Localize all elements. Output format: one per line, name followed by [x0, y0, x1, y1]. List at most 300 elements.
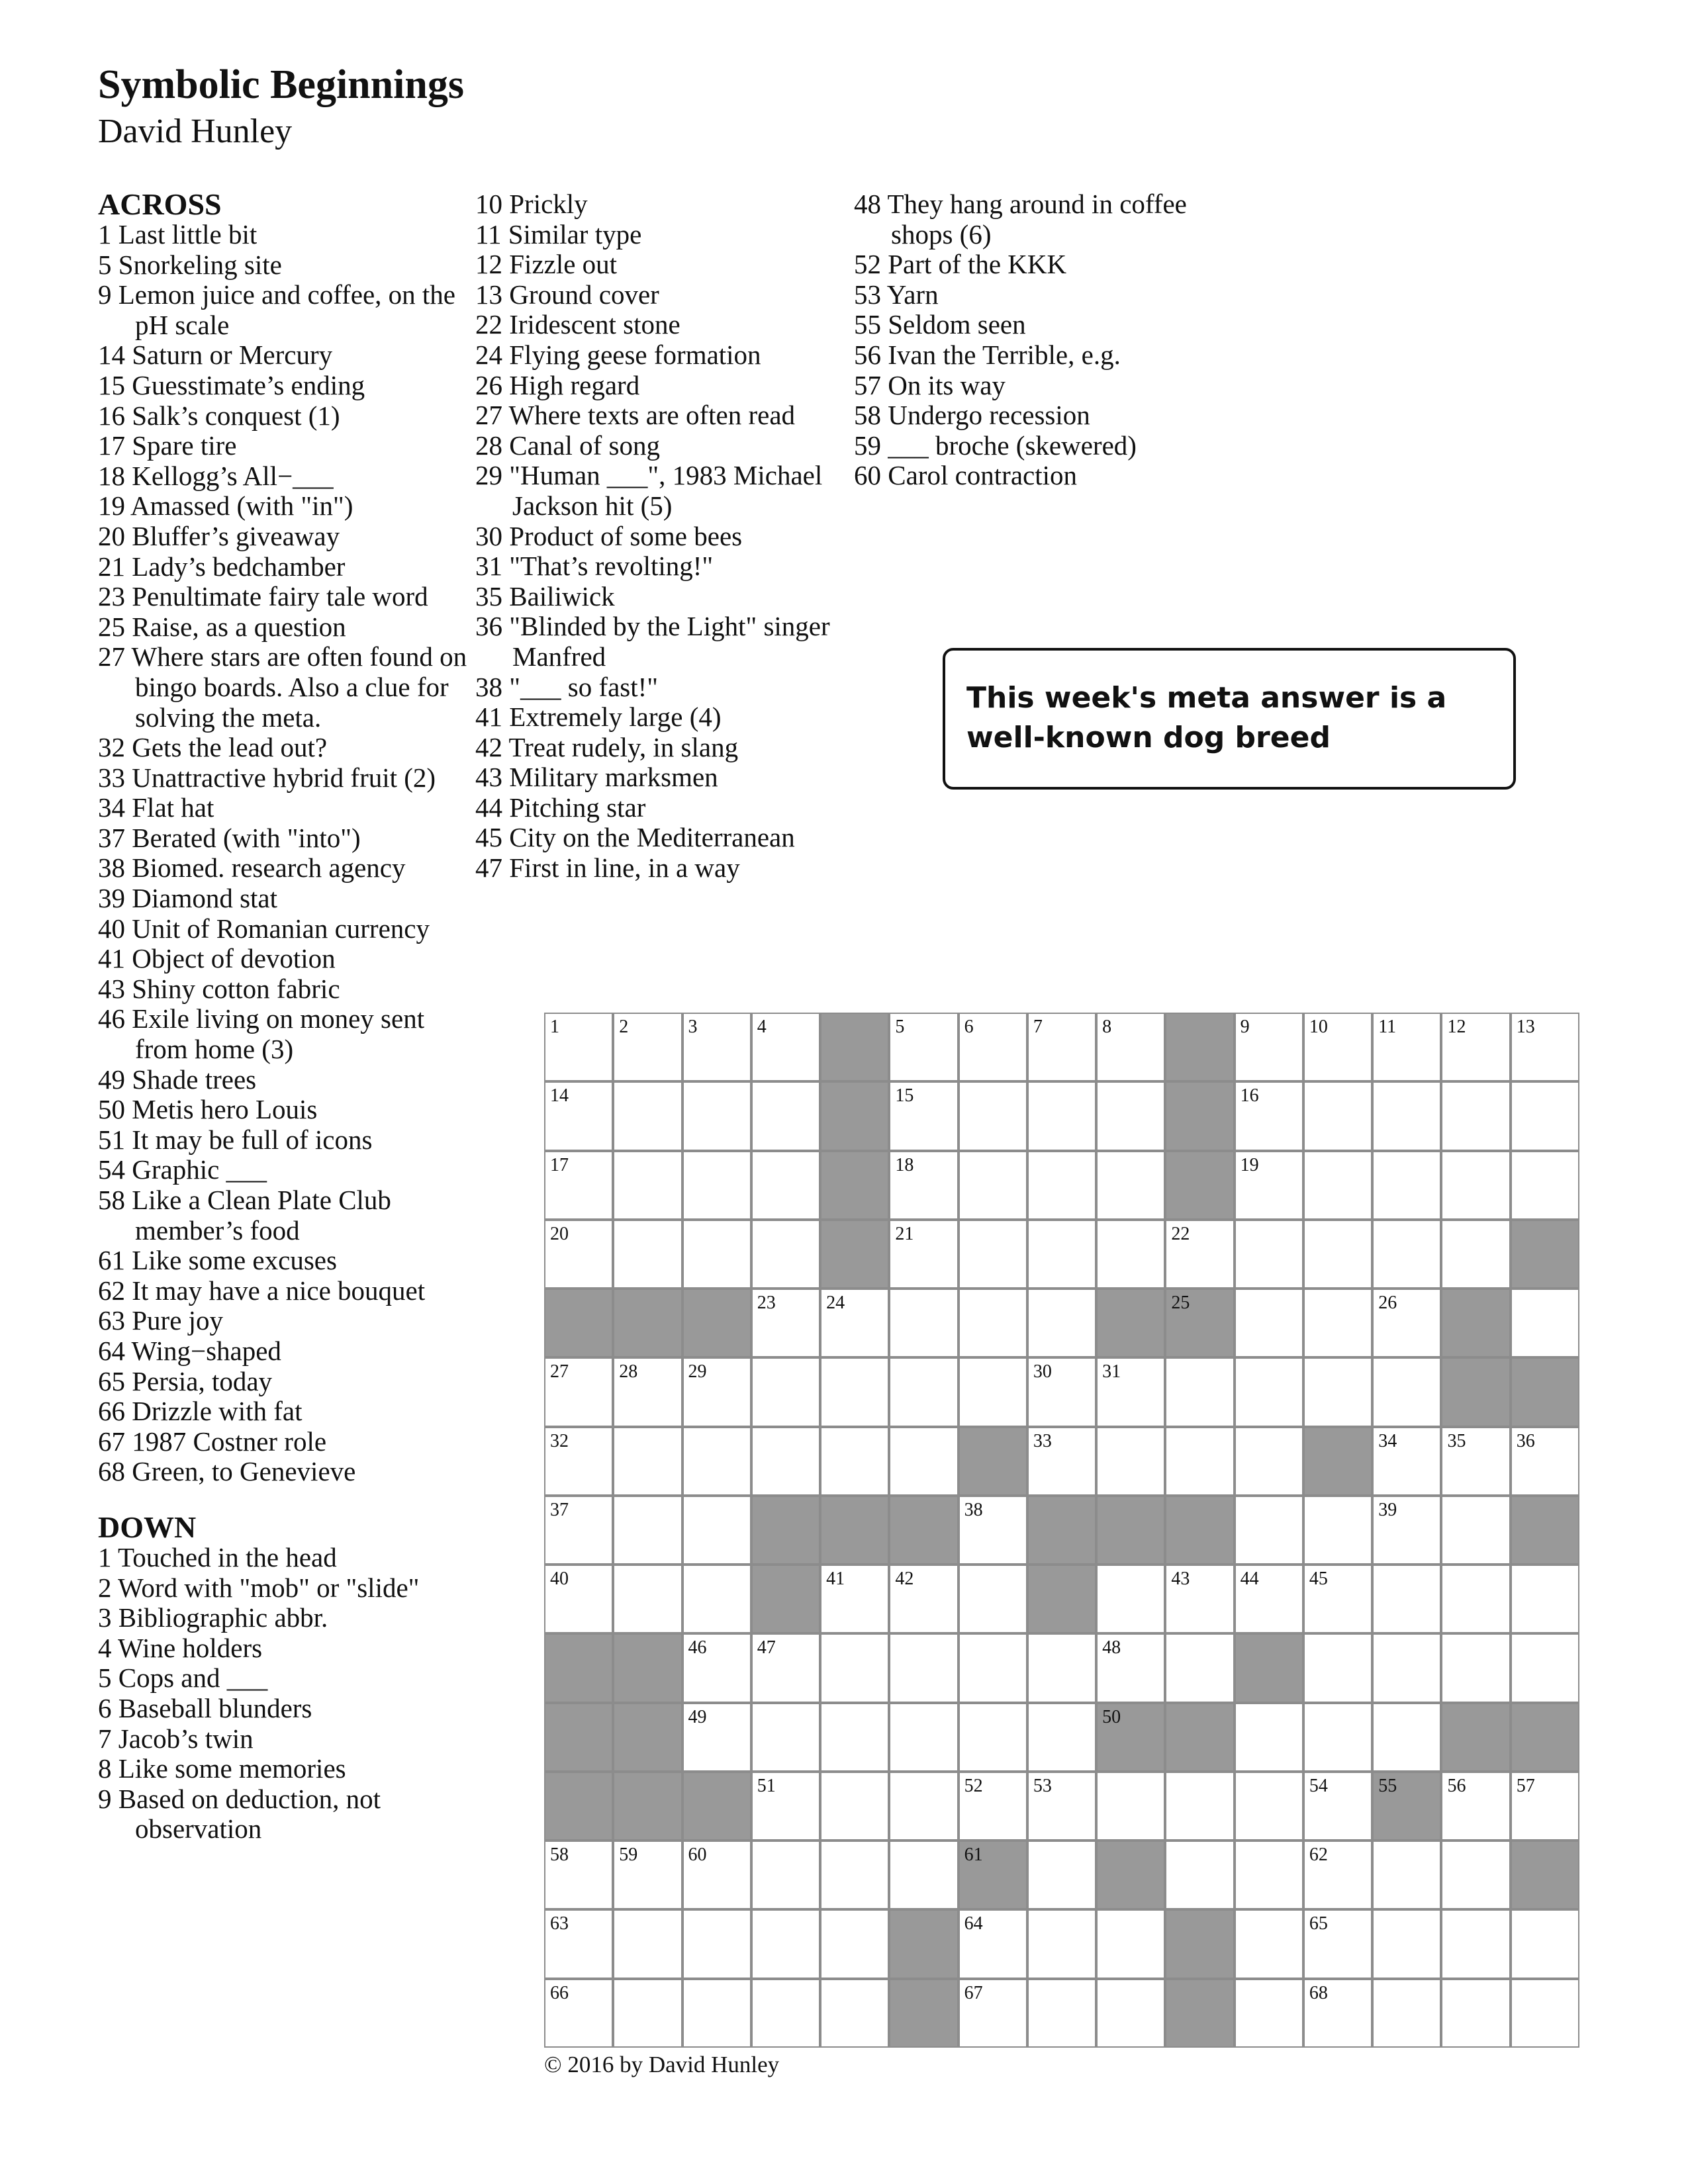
across-clue-46[interactable]: 46 Exile living on money sent from home (3)	[98, 1003, 425, 1065]
grid-block	[1027, 1565, 1096, 1633]
cell-number: 22	[1171, 1223, 1190, 1244]
grid-cell[interactable]	[1235, 1220, 1303, 1289]
grid-cell[interactable]	[1027, 1772, 1096, 1841]
grid-cell[interactable]	[889, 1013, 958, 1081]
cell-number: 40	[550, 1569, 569, 1590]
down-clue-9[interactable]: 9 Based on deduction, not observation	[98, 1783, 381, 1844]
grid-cell[interactable]	[751, 1013, 820, 1081]
cell-number: 53	[1033, 1775, 1052, 1796]
grid-cell[interactable]	[544, 1496, 613, 1565]
grid-cell[interactable]	[751, 1151, 820, 1220]
grid-cell[interactable]	[682, 1496, 751, 1565]
grid-cell[interactable]	[751, 1427, 820, 1496]
grid-cell[interactable]	[682, 1841, 751, 1909]
grid-cell[interactable]	[1165, 1357, 1234, 1426]
across-clue-40[interactable]: 40 Unit of Romanian currency	[98, 913, 430, 944]
grid-cell[interactable]	[1441, 1151, 1510, 1220]
cell-number: 33	[1033, 1430, 1052, 1451]
grid-cell[interactable]	[1096, 1151, 1165, 1220]
grid-cell[interactable]	[1165, 1841, 1234, 1909]
grid-cell[interactable]	[1303, 1013, 1372, 1081]
grid-cell[interactable]	[1441, 1633, 1510, 1702]
grid-cell[interactable]	[959, 1979, 1027, 2048]
grid-cell[interactable]	[820, 1703, 889, 1772]
grid-block	[1165, 1703, 1234, 1772]
grid-cell[interactable]	[751, 1289, 820, 1357]
grid-cell[interactable]	[751, 1979, 820, 2048]
grid-cell[interactable]	[889, 1565, 958, 1633]
down-clue-36[interactable]: 36 "Blinded by the Light" singer Manfred	[475, 611, 830, 672]
grid-cell[interactable]	[889, 1633, 958, 1702]
grid-cell[interactable]	[959, 1703, 1027, 1772]
grid-cell[interactable]	[1303, 1151, 1372, 1220]
grid-cell[interactable]	[1027, 1289, 1096, 1357]
across-clue-25[interactable]: 25 Raise, as a question	[98, 611, 346, 642]
grid-cell[interactable]	[613, 1565, 682, 1633]
grid-cell[interactable]	[544, 1979, 613, 2048]
grid-cell[interactable]	[820, 1565, 889, 1633]
grid-cell[interactable]	[889, 1772, 958, 1841]
grid-cell[interactable]	[1511, 1565, 1579, 1633]
down-clue-28[interactable]: 28 Canal of song	[475, 430, 660, 461]
grid-cell[interactable]	[1235, 1565, 1303, 1633]
grid-block	[1511, 1220, 1579, 1289]
grid-cell[interactable]	[613, 1220, 682, 1289]
cell-number: 38	[964, 1499, 983, 1520]
cell-number: 63	[550, 1913, 569, 1934]
grid-cell[interactable]	[1303, 1081, 1372, 1150]
grid-cell[interactable]	[1303, 1565, 1372, 1633]
crossword-grid[interactable]	[544, 1013, 1579, 2048]
grid-cell[interactable]	[1511, 1427, 1579, 1496]
grid-cell[interactable]	[1096, 1633, 1165, 1702]
down-heading: DOWN	[98, 1510, 197, 1544]
grid-block	[613, 1772, 682, 1841]
cell-number: 15	[895, 1085, 914, 1107]
grid-cell[interactable]	[544, 1081, 613, 1150]
grid-cell[interactable]	[613, 1013, 682, 1081]
grid-cell[interactable]	[1096, 1427, 1165, 1496]
grid-cell[interactable]	[1372, 1703, 1441, 1772]
grid-cell[interactable]	[682, 1220, 751, 1289]
grid-cell[interactable]	[1511, 1909, 1579, 1978]
across-clue-41[interactable]: 41 Object of devotion	[98, 943, 336, 974]
grid-cell[interactable]	[1372, 1357, 1441, 1426]
grid-cell[interactable]	[1235, 1357, 1303, 1426]
grid-cell[interactable]	[1372, 1909, 1441, 1978]
grid-cell[interactable]	[959, 1633, 1027, 1702]
grid-cell[interactable]	[682, 1979, 751, 2048]
grid-cell[interactable]	[544, 1427, 613, 1496]
grid-cell[interactable]	[682, 1081, 751, 1150]
grid-cell[interactable]	[1511, 1151, 1579, 1220]
grid-block	[1165, 1289, 1234, 1357]
grid-cell[interactable]	[1441, 1909, 1510, 1978]
grid-cell[interactable]	[613, 1496, 682, 1565]
across-clue-14[interactable]: 14 Saturn or Mercury	[98, 340, 333, 371]
grid-cell[interactable]	[959, 1013, 1027, 1081]
grid-cell[interactable]	[820, 1909, 889, 1978]
grid-cell[interactable]	[1096, 1013, 1165, 1081]
grid-cell[interactable]	[1235, 1703, 1303, 1772]
grid-cell[interactable]	[1372, 1979, 1441, 2048]
down-clue-12[interactable]: 12 Fizzle out	[475, 249, 618, 280]
down-clue-29[interactable]: 29 "Human ___", 1983 Michael Jackson hit (5)	[475, 460, 823, 521]
grid-cell[interactable]	[1027, 1427, 1096, 1496]
down-clue-13[interactable]: 13 Ground cover	[475, 279, 659, 310]
grid-cell[interactable]	[1027, 1703, 1096, 1772]
grid-cell[interactable]	[820, 1357, 889, 1426]
across-clue-39[interactable]: 39 Diamond stat	[98, 883, 278, 914]
grid-cell[interactable]	[1303, 1289, 1372, 1357]
grid-cell[interactable]	[1235, 1081, 1303, 1150]
grid-cell[interactable]	[959, 1909, 1027, 1978]
down-clue-44[interactable]: 44 Pitching star	[475, 792, 646, 823]
grid-cell[interactable]	[1235, 1979, 1303, 2048]
grid-cell[interactable]	[1303, 1841, 1372, 1909]
grid-cell[interactable]	[959, 1357, 1027, 1426]
grid-cell[interactable]	[1027, 1081, 1096, 1150]
down-clue-5[interactable]: 5 Cops and ___	[98, 1662, 268, 1694]
grid-cell[interactable]	[889, 1357, 958, 1426]
grid-cell[interactable]	[1441, 1496, 1510, 1565]
grid-cell[interactable]	[1096, 1220, 1165, 1289]
grid-cell[interactable]	[1027, 1013, 1096, 1081]
across-clue-38[interactable]: 38 Biomed. research agency	[98, 852, 406, 884]
grid-cell[interactable]	[1372, 1427, 1441, 1496]
down-clue-6[interactable]: 6 Baseball blunders	[98, 1692, 312, 1723]
clue-column-3	[854, 189, 1225, 491]
grid-cell[interactable]	[1303, 1909, 1372, 1978]
cell-number: 34	[1378, 1430, 1397, 1451]
across-clue-50[interactable]: 50 Metis hero Louis	[98, 1094, 318, 1125]
grid-cell[interactable]	[959, 1151, 1027, 1220]
down-clue-56[interactable]: 56 Ivan the Terrible, e.g.	[854, 339, 1121, 370]
grid-cell[interactable]	[1096, 1772, 1165, 1841]
grid-cell[interactable]	[1372, 1220, 1441, 1289]
grid-cell[interactable]	[1027, 1841, 1096, 1909]
grid-cell[interactable]	[959, 1496, 1027, 1565]
grid-cell[interactable]	[613, 1427, 682, 1496]
grid-cell[interactable]	[544, 1841, 613, 1909]
across-clue-34[interactable]: 34 Flat hat	[98, 792, 214, 823]
down-clue-48[interactable]: 48 They hang around in coffee shops (6)	[854, 189, 1187, 250]
cell-number: 24	[826, 1293, 845, 1314]
across-clue-65[interactable]: 65 Persia, today	[98, 1365, 273, 1396]
grid-cell[interactable]	[751, 1909, 820, 1978]
grid-cell[interactable]	[1235, 1013, 1303, 1081]
grid-cell[interactable]	[1303, 1220, 1372, 1289]
grid-cell[interactable]	[1235, 1496, 1303, 1565]
down-clue-24[interactable]: 24 Flying geese formation	[475, 339, 761, 370]
grid-cell[interactable]	[682, 1565, 751, 1633]
grid-cell[interactable]	[1441, 1565, 1510, 1633]
cell-number: 55	[1378, 1775, 1397, 1796]
grid-cell[interactable]	[889, 1841, 958, 1909]
grid-cell[interactable]	[1303, 1772, 1372, 1841]
grid-cell[interactable]	[1441, 1979, 1510, 2048]
grid-block	[820, 1081, 889, 1150]
across-clue-37[interactable]: 37 Berated (with "into")	[98, 822, 361, 853]
grid-cell[interactable]	[1235, 1289, 1303, 1357]
grid-cell[interactable]	[613, 1151, 682, 1220]
grid-cell[interactable]	[1511, 1979, 1579, 2048]
across-clue-18[interactable]: 18 Kellogg’s All−___	[98, 460, 334, 491]
down-clue-4[interactable]: 4 Wine holders	[98, 1632, 263, 1663]
grid-cell[interactable]	[751, 1220, 820, 1289]
down-clue-52[interactable]: 52 Part of the KKK	[854, 249, 1067, 280]
down-clue-57[interactable]: 57 On its way	[854, 369, 1006, 400]
grid-block	[1511, 1357, 1579, 1426]
grid-cell[interactable]	[1441, 1841, 1510, 1909]
grid-cell[interactable]	[1027, 1151, 1096, 1220]
cell-number: 10	[1309, 1017, 1328, 1037]
across-clue-5[interactable]: 5 Snorkeling site	[98, 249, 282, 280]
down-clue-43[interactable]: 43 Military marksmen	[475, 762, 718, 793]
grid-cell[interactable]	[1441, 1013, 1510, 1081]
grid-cell[interactable]	[1027, 1979, 1096, 2048]
grid-cell[interactable]	[1165, 1633, 1234, 1702]
grid-cell[interactable]	[1372, 1151, 1441, 1220]
grid-cell[interactable]	[1027, 1220, 1096, 1289]
across-clue-58[interactable]: 58 Like a Clean Plate Club member’s food	[98, 1185, 391, 1246]
across-clue-17[interactable]: 17 Spare tire	[98, 430, 237, 461]
grid-cell[interactable]	[751, 1357, 820, 1426]
puzzle-title: Symbolic Beginnings	[98, 62, 464, 107]
grid-block	[613, 1633, 682, 1702]
grid-cell[interactable]	[820, 1841, 889, 1909]
down-clue-38[interactable]: 38 "___ so fast!"	[475, 671, 659, 702]
grid-cell[interactable]	[1303, 1703, 1372, 1772]
down-clue-35[interactable]: 35 Bailiwick	[475, 580, 615, 612]
down-clue-26[interactable]: 26 High regard	[475, 369, 640, 400]
cell-number: 65	[1309, 1913, 1328, 1934]
grid-cell[interactable]	[682, 1151, 751, 1220]
across-clue-67[interactable]: 67 1987 Costner role	[98, 1426, 327, 1457]
grid-cell[interactable]	[751, 1772, 820, 1841]
grid-cell[interactable]	[1027, 1357, 1096, 1426]
down-clue-45[interactable]: 45 City on the Mediterranean	[475, 822, 795, 853]
grid-block	[889, 1909, 958, 1978]
grid-cell[interactable]	[751, 1633, 820, 1702]
grid-cell[interactable]	[1235, 1772, 1303, 1841]
cell-number: 47	[757, 1637, 776, 1659]
grid-cell[interactable]	[682, 1633, 751, 1702]
cell-number: 27	[550, 1361, 569, 1383]
down-clue-11[interactable]: 11 Similar type	[475, 218, 642, 250]
cell-number: 7	[1033, 1017, 1043, 1037]
across-clue-21[interactable]: 21 Lady’s bedchamber	[98, 551, 346, 582]
down-clue-1[interactable]: 1 Touched in the head	[98, 1541, 337, 1572]
cell-number: 62	[1309, 1844, 1328, 1866]
grid-cell[interactable]	[1165, 1220, 1234, 1289]
across-clue-43[interactable]: 43 Shiny cotton fabric	[98, 973, 340, 1004]
down-clue-27[interactable]: 27 Where texts are often read	[475, 400, 796, 431]
cell-number: 36	[1516, 1430, 1535, 1451]
across-clue-16[interactable]: 16 Salk’s conquest (1)	[98, 400, 340, 431]
grid-cell[interactable]	[682, 1909, 751, 1978]
across-clue-32[interactable]: 32 Gets the lead out?	[98, 732, 328, 763]
cell-number: 28	[619, 1361, 638, 1383]
grid-cell[interactable]	[889, 1220, 958, 1289]
grid-cell[interactable]	[1165, 1427, 1234, 1496]
grid-cell[interactable]	[1511, 1633, 1579, 1702]
grid-cell[interactable]	[682, 1013, 751, 1081]
across-clue-19[interactable]: 19 Amassed (with "in")	[98, 490, 353, 522]
grid-cell[interactable]	[544, 1565, 613, 1633]
grid-cell[interactable]	[1511, 1013, 1579, 1081]
grid-cell[interactable]	[1027, 1633, 1096, 1702]
grid-cell[interactable]	[820, 1427, 889, 1496]
cell-number: 30	[1033, 1361, 1052, 1383]
grid-cell[interactable]	[889, 1081, 958, 1150]
down-clue-2[interactable]: 2 Word with "mob" or "slide"	[98, 1572, 420, 1603]
grid-cell[interactable]	[682, 1427, 751, 1496]
grid-cell[interactable]	[613, 1841, 682, 1909]
grid-cell[interactable]	[751, 1703, 820, 1772]
down-clue-60[interactable]: 60 Carol contraction	[854, 460, 1078, 491]
grid-cell[interactable]	[1441, 1772, 1510, 1841]
across-clue-23[interactable]: 23 Penultimate fairy tale word	[98, 581, 428, 612]
down-clue-55[interactable]: 55 Seldom seen	[854, 309, 1026, 340]
across-clue-20[interactable]: 20 Bluffer’s giveaway	[98, 520, 340, 551]
grid-cell[interactable]	[1096, 1081, 1165, 1150]
down-clue-47[interactable]: 47 First in line, in a way	[475, 852, 740, 884]
grid-cell[interactable]	[1235, 1427, 1303, 1496]
down-clue-53[interactable]: 53 Yarn	[854, 279, 939, 310]
across-clue-66[interactable]: 66 Drizzle with fat	[98, 1396, 303, 1427]
grid-cell[interactable]	[1511, 1772, 1579, 1841]
grid-cell[interactable]	[1303, 1633, 1372, 1702]
grid-cell[interactable]	[613, 1979, 682, 2048]
grid-cell[interactable]	[1235, 1841, 1303, 1909]
grid-block	[1511, 1496, 1579, 1565]
grid-cell[interactable]	[1372, 1841, 1441, 1909]
grid-cell[interactable]	[1096, 1565, 1165, 1633]
across-clue-33[interactable]: 33 Unattractive hybrid fruit (2)	[98, 762, 436, 793]
grid-block	[1027, 1496, 1096, 1565]
grid-cell[interactable]	[613, 1909, 682, 1978]
across-clue-63[interactable]: 63 Pure joy	[98, 1305, 224, 1336]
grid-cell[interactable]	[751, 1081, 820, 1150]
down-clue-10[interactable]: 10 Prickly	[475, 189, 588, 219]
grid-cell[interactable]	[1441, 1220, 1510, 1289]
down-clue-58[interactable]: 58 Undergo recession	[854, 400, 1090, 431]
grid-block	[1441, 1289, 1510, 1357]
grid-cell[interactable]	[1096, 1357, 1165, 1426]
grid-cell[interactable]	[959, 1289, 1027, 1357]
grid-cell[interactable]	[1441, 1081, 1510, 1150]
grid-cell[interactable]	[751, 1841, 820, 1909]
grid-cell[interactable]	[889, 1289, 958, 1357]
across-clue-68[interactable]: 68 Green, to Genevieve	[98, 1456, 356, 1487]
grid-cell[interactable]	[1303, 1979, 1372, 2048]
grid-cell[interactable]	[820, 1289, 889, 1357]
cell-number: 54	[1309, 1775, 1328, 1796]
cell-number: 66	[550, 1982, 569, 2003]
grid-cell[interactable]	[1165, 1772, 1234, 1841]
down-clue-8[interactable]: 8 Like some memories	[98, 1753, 346, 1784]
across-clue-1[interactable]: 1 Last little bit	[98, 219, 258, 250]
across-clue-51[interactable]: 51 It may be full of icons	[98, 1124, 373, 1155]
down-clue-30[interactable]: 30 Product of some bees	[475, 520, 743, 551]
across-clue-54[interactable]: 54 Graphic ___	[98, 1154, 267, 1185]
cell-number: 1	[550, 1017, 559, 1037]
across-clue-64[interactable]: 64 Wing−shaped	[98, 1335, 281, 1366]
grid-cell[interactable]	[613, 1081, 682, 1150]
down-clue-42[interactable]: 42 Treat rudely, in slang	[475, 731, 739, 762]
across-clue-9[interactable]: 9 Lemon juice and coffee, on the pH scale	[98, 279, 456, 340]
across-clue-15[interactable]: 15 Guesstimate’s ending	[98, 369, 365, 400]
grid-cell[interactable]	[959, 1220, 1027, 1289]
puzzle-author: David Hunley	[98, 113, 293, 150]
grid-cell[interactable]	[1372, 1496, 1441, 1565]
cell-number: 48	[1102, 1637, 1121, 1659]
down-clue-7[interactable]: 7 Jacob’s twin	[98, 1723, 254, 1754]
grid-cell[interactable]	[1441, 1427, 1510, 1496]
grid-cell[interactable]	[889, 1427, 958, 1496]
grid-cell[interactable]	[1372, 1289, 1441, 1357]
grid-cell[interactable]	[544, 1151, 613, 1220]
down-clue-41[interactable]: 41 Extremely large (4)	[475, 702, 722, 733]
grid-cell[interactable]	[889, 1703, 958, 1772]
grid-cell[interactable]	[1372, 1081, 1441, 1150]
grid-cell[interactable]	[1235, 1909, 1303, 1978]
grid-cell[interactable]	[1027, 1909, 1096, 1978]
grid-cell[interactable]	[1372, 1633, 1441, 1702]
grid-cell[interactable]	[544, 1013, 613, 1081]
grid-block	[1165, 1979, 1234, 2048]
grid-cell[interactable]	[1235, 1151, 1303, 1220]
grid-cell[interactable]	[959, 1772, 1027, 1841]
across-clue-27[interactable]: 27 Where stars are often found on bingo boards. Also a clue for solving the meta.	[98, 641, 467, 733]
grid-block	[1511, 1841, 1579, 1909]
grid-cell[interactable]	[1372, 1013, 1441, 1081]
grid-cell[interactable]	[1303, 1496, 1372, 1565]
grid-block	[682, 1289, 751, 1357]
across-clue-49[interactable]: 49 Shade trees	[98, 1064, 257, 1095]
grid-cell[interactable]	[613, 1357, 682, 1426]
cell-number: 39	[1378, 1499, 1397, 1520]
grid-cell[interactable]	[544, 1909, 613, 1978]
grid-cell[interactable]	[820, 1772, 889, 1841]
grid-cell[interactable]	[1165, 1565, 1234, 1633]
grid-cell[interactable]	[1096, 1909, 1165, 1978]
grid-cell[interactable]	[544, 1220, 613, 1289]
grid-cell[interactable]	[544, 1357, 613, 1426]
down-clue-22[interactable]: 22 Iridescent stone	[475, 309, 680, 340]
across-clue-61[interactable]: 61 Like some excuses	[98, 1245, 337, 1276]
down-clue-3[interactable]: 3 Bibliographic abbr.	[98, 1602, 328, 1633]
grid-cell[interactable]	[820, 1979, 889, 2048]
across-clue-62[interactable]: 62 It may have a nice bouquet	[98, 1275, 426, 1306]
grid-cell[interactable]	[959, 1081, 1027, 1150]
grid-cell[interactable]	[1303, 1357, 1372, 1426]
grid-cell[interactable]	[1511, 1289, 1579, 1357]
grid-cell[interactable]	[1096, 1979, 1165, 2048]
grid-cell[interactable]	[820, 1633, 889, 1702]
down-clue-59[interactable]: 59 ___ broche (skewered)	[854, 430, 1137, 461]
grid-cell[interactable]	[1511, 1081, 1579, 1150]
grid-cell[interactable]	[682, 1357, 751, 1426]
cell-number: 56	[1447, 1775, 1466, 1796]
grid-block	[959, 1427, 1027, 1496]
grid-cell[interactable]	[682, 1703, 751, 1772]
grid-cell[interactable]	[889, 1151, 958, 1220]
down-clue-31[interactable]: 31 "That’s revolting!"	[475, 551, 714, 582]
grid-cell[interactable]	[1372, 1565, 1441, 1633]
grid-cell[interactable]	[959, 1565, 1027, 1633]
